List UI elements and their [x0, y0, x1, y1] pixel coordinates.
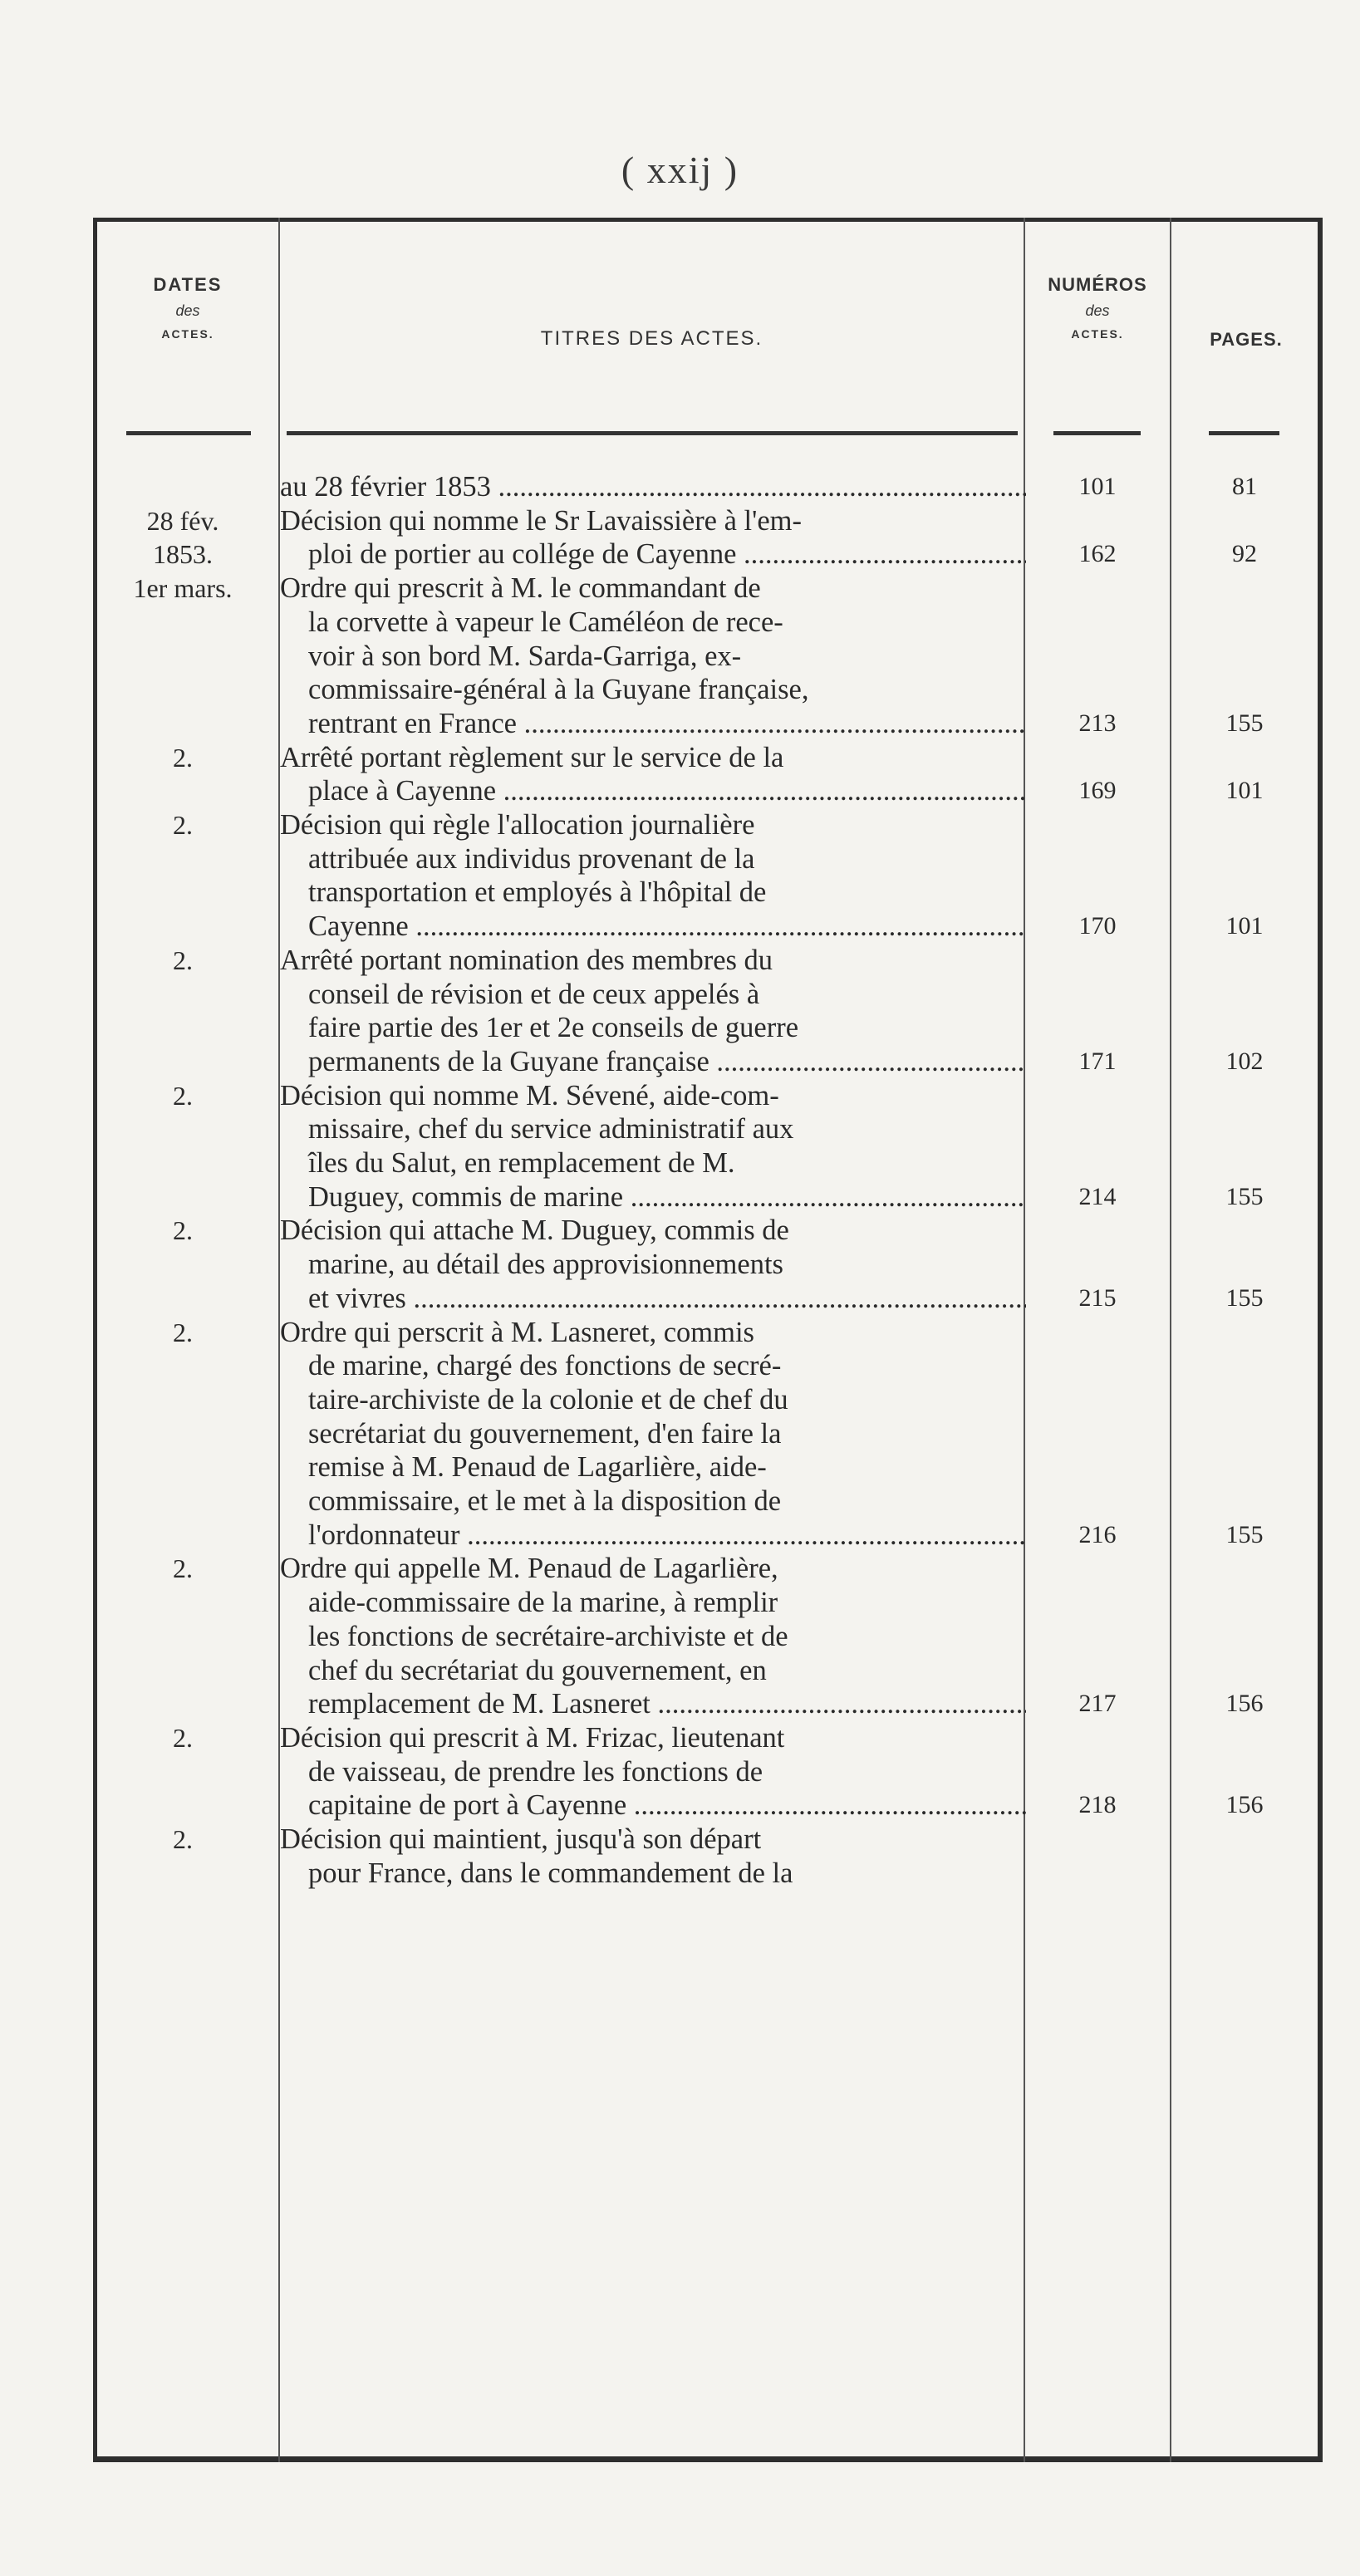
- act-title-line: la corvette à vapeur le Caméléon de rece-: [308, 606, 783, 638]
- act-title-line: Décision qui nomme le Sr Lavaissière à l'em-: [280, 504, 802, 537]
- act-title-line: place à Cayenne .....: [287, 774, 1026, 808]
- act-title-line: permanents de la Guyane française .....: [287, 1045, 1026, 1079]
- act-title-line: au 28 février 1853 .....: [280, 470, 1026, 504]
- act-title: [280, 808, 1026, 944]
- act-title-line: Décision qui prescrit à M. Frizac, lieutenant: [280, 1721, 785, 1754]
- act-page: 155: [1225, 1182, 1264, 1210]
- page-number: ( xxij ): [621, 149, 739, 191]
- act-title-line: remise à M. Penaud de Lagarlière, aide-: [308, 1451, 767, 1484]
- act-number: 170: [1078, 912, 1117, 940]
- act-page: 156: [1225, 1690, 1264, 1718]
- act-title: [280, 504, 1026, 572]
- act-title-line: Décision qui attache M. Duguey, commis de: [280, 1214, 789, 1247]
- act-title: [280, 572, 1026, 741]
- act-date: 2.: [173, 1215, 193, 1246]
- act-date: 2.: [173, 1553, 193, 1584]
- act-title-line: Ordre qui prescrit à M. le commandant de: [280, 572, 761, 605]
- act-title: [280, 944, 1026, 1079]
- act-title-line: de vaisseau, de prendre les fonctions de: [308, 1755, 763, 1788]
- act-title: [280, 1721, 1026, 1823]
- act-title-line: commissaire-général à la Guyane française,: [308, 674, 809, 706]
- act-number: 217: [1078, 1690, 1117, 1718]
- act-date: 1er mars.: [133, 573, 233, 604]
- act-date: 2.: [173, 742, 193, 773]
- act-number: 101: [1078, 473, 1117, 500]
- act-title: [280, 741, 1026, 808]
- header-rule: [1053, 431, 1141, 435]
- act-date: 2.: [173, 945, 193, 975]
- header-rule: [287, 431, 1018, 435]
- act-title-line: l'ordonnateur .....: [287, 1519, 1026, 1553]
- act-page: 155: [1225, 709, 1264, 737]
- act-title-line: chef du secrétariat du gouvernement, en: [308, 1654, 767, 1686]
- act-date: 28 fév. 1853.: [146, 505, 219, 570]
- act-title-line: remplacement de M. Lasneret .....: [287, 1687, 1026, 1721]
- act-title-line: de marine, chargé des fonctions de secré-: [308, 1350, 782, 1382]
- act-title-line: faire partie des 1er et 2e conseils de guerre: [308, 1012, 799, 1044]
- act-title-line: et vivres .....: [287, 1282, 1026, 1316]
- act-title-line: secrétariat du gouvernement, d'en faire la: [308, 1417, 782, 1450]
- act-title-line: Arrêté portant règlement sur le service de la: [280, 741, 784, 773]
- act-title-line: Cayenne .....: [287, 910, 1026, 944]
- act-title-line: Arrêté portant nomination des membres du: [280, 944, 773, 976]
- act-title-line: attribuée aux individus provenant de la: [308, 842, 755, 875]
- act-number: 218: [1078, 1791, 1117, 1819]
- act-title: [280, 1079, 1026, 1214]
- act-page: 155: [1225, 1283, 1264, 1312]
- act-title: [280, 1214, 1026, 1315]
- header-rule: [1209, 431, 1279, 435]
- act-date: 2.: [173, 1824, 193, 1854]
- act-number: 216: [1078, 1520, 1117, 1548]
- act-title: [280, 470, 1026, 504]
- act-title: [280, 1316, 1026, 1553]
- act-page: 101: [1225, 912, 1264, 940]
- act-title-line: Décision qui maintient, jusqu'à son départ: [280, 1823, 762, 1855]
- act-title-line: Duguey, commis de marine .....: [287, 1180, 1026, 1214]
- act-title-line: Décision qui nomme M. Sévené, aide-com-: [280, 1079, 779, 1111]
- act-title: [280, 1823, 1026, 1890]
- act-title-line: conseil de révision et de ceux appelés à: [308, 978, 760, 1010]
- header-dates: DATES des ACTES.: [153, 274, 223, 341]
- header-numbers: NUMÉROS des ACTES.: [1048, 274, 1147, 341]
- act-title-line: pour France, dans le commandement de la: [308, 1857, 793, 1889]
- act-title-line: ploi de portier au collége de Cayenne .....: [287, 537, 1026, 572]
- act-date: 2.: [173, 1722, 193, 1753]
- act-date: 2.: [173, 810, 193, 840]
- act-title-line: marine, au détail des approvisionnements: [308, 1249, 783, 1281]
- act-title-line: Ordre qui appelle M. Penaud de Lagarlière,: [280, 1553, 778, 1585]
- act-number: 162: [1078, 540, 1117, 568]
- act-date: 2.: [173, 1080, 193, 1111]
- act-page: 156: [1225, 1791, 1264, 1819]
- act-title-line: taire-archiviste de la colonie et de chef du: [308, 1383, 788, 1416]
- act-title-line: îles du Salut, en remplacement de M.: [308, 1147, 735, 1179]
- act-title-line: rentrant en France .....: [287, 707, 1026, 741]
- act-title: [280, 1552, 1026, 1721]
- act-number: 169: [1078, 777, 1117, 805]
- act-title-line: missaire, chef du service administratif aux: [308, 1113, 794, 1146]
- header-pages: PAGES.: [1210, 329, 1283, 350]
- act-title-line: Décision qui règle l'allocation journalière: [280, 809, 755, 841]
- act-page: 102: [1225, 1047, 1264, 1075]
- act-page: 92: [1232, 540, 1257, 568]
- act-title-line: commissaire, et le met à la disposition de: [308, 1485, 782, 1518]
- act-title-line: capitaine de port à Cayenne .....: [287, 1788, 1026, 1823]
- act-title-line: Ordre qui perscrit à M. Lasneret, commis: [280, 1316, 754, 1348]
- act-title-line: voir à son bord M. Sarda-Garriga, ex-: [308, 640, 742, 672]
- act-number: 171: [1078, 1047, 1117, 1075]
- act-title-line: les fonctions de secrétaire-archiviste et de: [308, 1620, 788, 1652]
- act-number: 213: [1078, 709, 1117, 737]
- act-page: 81: [1232, 473, 1257, 500]
- header-rule: [126, 431, 251, 435]
- act-page: 155: [1225, 1520, 1264, 1548]
- act-number: 214: [1078, 1182, 1117, 1210]
- act-number: 215: [1078, 1283, 1117, 1312]
- act-title-line: transportation et employés à l'hôpital de: [308, 876, 767, 909]
- header-titles: TITRES DES ACTES.: [540, 327, 763, 350]
- act-page: 101: [1225, 777, 1264, 805]
- act-date: 2.: [173, 1317, 193, 1347]
- act-title-line: aide-commissaire de la marine, à remplir: [308, 1587, 778, 1619]
